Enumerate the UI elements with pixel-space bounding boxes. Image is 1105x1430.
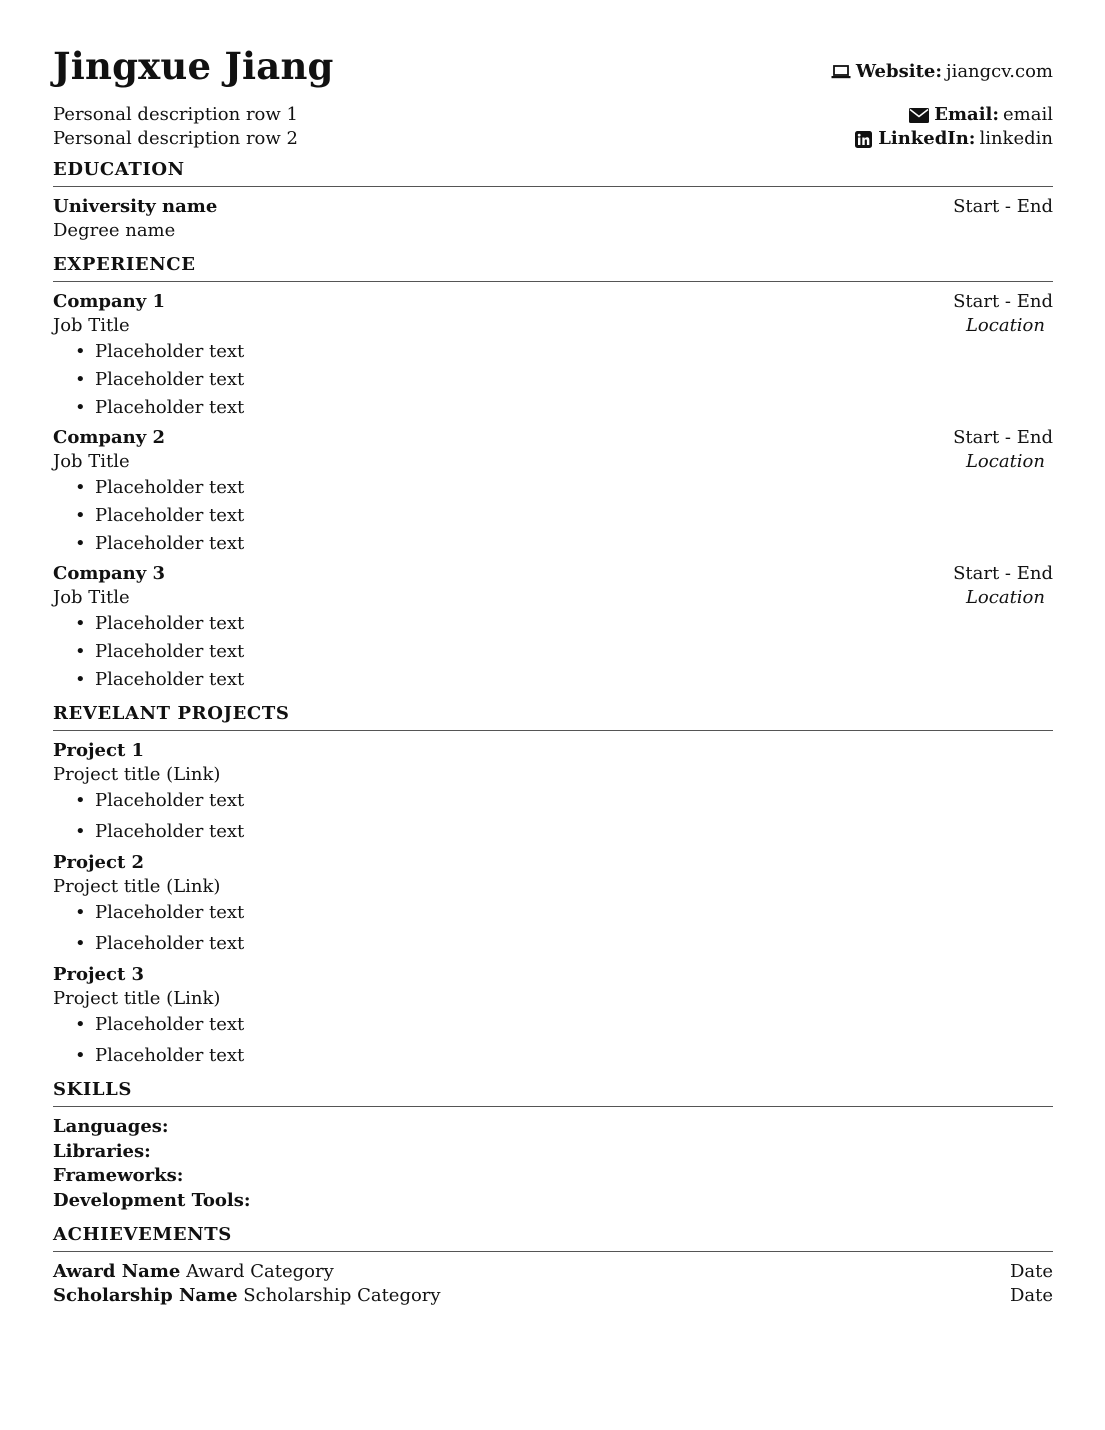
linkedin-contact[interactable]: [852, 127, 1053, 151]
skill-frameworks-label: Frameworks:: [53, 1165, 184, 1186]
linkedin-label: LinkedIn:: [878, 128, 976, 149]
project-name: Project 2: [53, 852, 145, 873]
candidate-name: Jingxue Jiang: [53, 44, 334, 88]
company-name: Company 2: [53, 427, 165, 448]
linkedin-icon: [852, 130, 874, 148]
experience-entry: [53, 290, 1053, 420]
job-title: Job Title: [53, 315, 130, 336]
list-item: • Placeholder text: [75, 396, 1053, 420]
achievements-section: [53, 1223, 1053, 1308]
list-item: • Placeholder text: [75, 668, 1053, 692]
job-title: Job Title: [53, 451, 130, 472]
website-contact[interactable]: [830, 60, 1053, 84]
education-heading: EDUCATION: [53, 158, 1053, 187]
job-bullets: [53, 476, 1053, 556]
education-entry: [53, 195, 1053, 243]
project-entry: [53, 963, 1053, 1068]
linkedin-link[interactable]: linkedin: [979, 128, 1053, 149]
achievements-heading: ACHIEVEMENTS: [53, 1223, 1053, 1252]
job-dates: Start - End: [953, 291, 1053, 312]
website-link[interactable]: jiangcv.com: [945, 61, 1053, 82]
job-location: Location: [965, 451, 1045, 472]
laptop-icon: [830, 63, 852, 81]
scholarship-category: Scholarship Category: [243, 1285, 441, 1306]
list-item: • Placeholder text: [75, 340, 1053, 364]
project-title-link[interactable]: Project title (Link): [53, 764, 221, 785]
job-dates: Start - End: [953, 427, 1053, 448]
experience-entry: [53, 426, 1053, 556]
resume-header: [53, 40, 1053, 158]
list-item: • Placeholder text: [75, 932, 1053, 956]
company-name: Company 1: [53, 291, 165, 312]
achievement-row: [53, 1260, 1053, 1284]
skill-devtools-label: Development Tools:: [53, 1189, 251, 1211]
list-item: • Placeholder text: [75, 476, 1053, 500]
list-item: • Placeholder text: [75, 640, 1053, 664]
job-bullets: [53, 340, 1053, 420]
project-bullets: [53, 789, 1053, 844]
list-item: • Placeholder text: [75, 1044, 1053, 1068]
skills-section: [53, 1078, 1053, 1213]
project-bullets: [53, 901, 1053, 956]
experience-section: [53, 253, 1053, 692]
achievement-row: [53, 1284, 1053, 1308]
list-item: • Placeholder text: [75, 901, 1053, 925]
envelope-icon: [908, 106, 930, 124]
description-row-1: Personal description row 1: [53, 104, 298, 125]
list-item: • Placeholder text: [75, 532, 1053, 556]
scholarship-date: Date: [1009, 1285, 1053, 1306]
company-name: Company 3: [53, 563, 165, 584]
education-dates: Start - End: [953, 196, 1053, 217]
degree-name: Degree name: [53, 220, 176, 241]
experience-heading: EXPERIENCE: [53, 253, 1053, 282]
skill-libraries-label: Libraries:: [53, 1140, 151, 1162]
project-title-link[interactable]: Project title (Link): [53, 988, 221, 1009]
projects-section: [53, 702, 1053, 1068]
job-location: Location: [965, 315, 1045, 336]
education-section: [53, 158, 1053, 243]
project-title-link[interactable]: Project title (Link): [53, 876, 221, 897]
scholarship-name: Scholarship Name: [53, 1285, 238, 1306]
job-bullets: [53, 612, 1053, 692]
email-label: Email:: [934, 104, 1000, 125]
award-category: Award Category: [186, 1261, 334, 1282]
email-contact[interactable]: [908, 103, 1053, 127]
list-item: • Placeholder text: [75, 504, 1053, 528]
website-label: Website:: [855, 61, 942, 82]
list-item: • Placeholder text: [75, 820, 1053, 844]
list-item: • Placeholder text: [75, 789, 1053, 813]
job-dates: Start - End: [953, 563, 1053, 584]
project-entry: [53, 851, 1053, 956]
experience-entry: [53, 562, 1053, 692]
skills-heading: SKILLS: [53, 1078, 1053, 1107]
list-item: • Placeholder text: [75, 1013, 1053, 1037]
job-title: Job Title: [53, 587, 130, 608]
description-row-2: Personal description row 2: [53, 128, 298, 149]
university-name: University name: [53, 196, 218, 217]
list-item: • Placeholder text: [75, 612, 1053, 636]
project-name: Project 3: [53, 964, 145, 985]
projects-heading: REVELANT PROJECTS: [53, 702, 1053, 731]
personal-description: [53, 103, 298, 151]
job-location: Location: [965, 587, 1045, 608]
email-link[interactable]: email: [1003, 104, 1053, 125]
project-bullets: [53, 1013, 1053, 1068]
award-name: Award Name: [53, 1261, 181, 1282]
skill-languages-label: Languages:: [53, 1116, 169, 1137]
project-name: Project 1: [53, 740, 145, 761]
award-date: Date: [1009, 1261, 1053, 1282]
resume-page: [53, 40, 1053, 1318]
project-entry: [53, 739, 1053, 844]
list-item: • Placeholder text: [75, 368, 1053, 392]
